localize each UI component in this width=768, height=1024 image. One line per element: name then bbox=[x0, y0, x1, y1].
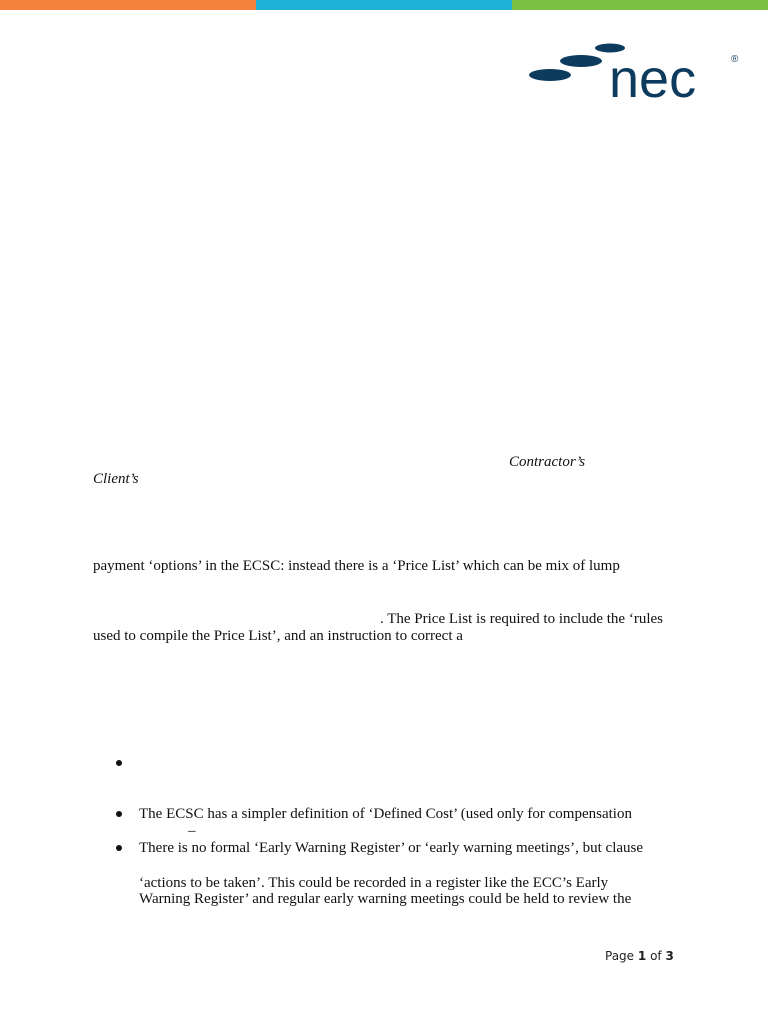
logo-swoosh-middle bbox=[560, 55, 602, 67]
paragraph-price-list-line2: used to compile the Price List’, and an instruction to correct a bbox=[93, 628, 463, 644]
client-term: Client’s bbox=[93, 471, 139, 487]
brand-bar-blue bbox=[256, 0, 512, 10]
page-label: Page bbox=[605, 949, 635, 963]
early-warning-continuation-line2: Warning Register’ and regular early warning meetings could be held to review the bbox=[139, 891, 632, 907]
page-number-footer bbox=[605, 949, 674, 963]
paragraph-payment-options: payment ‘options’ in the ECSC: instead there is a ‘Price List’ which can be mix of lump bbox=[93, 558, 620, 574]
brand-color-bar bbox=[0, 0, 768, 10]
dash-mark: – bbox=[188, 823, 196, 839]
registered-mark: ® bbox=[731, 54, 739, 65]
current-page-number: 1 bbox=[637, 949, 647, 963]
early-warning-continuation-line1: ‘actions to be taken’. This could be recorded in a register like the ECC’s Early bbox=[139, 875, 609, 891]
total-pages-number: 3 bbox=[665, 949, 674, 963]
nec-logo bbox=[526, 40, 742, 104]
logo-swoosh-left bbox=[529, 69, 571, 81]
bullet-dot bbox=[116, 760, 122, 766]
bullet-early-warning: There is no formal ‘Early Warning Register’ or ‘early warning meetings’, but clause bbox=[139, 840, 644, 856]
bullet-dot bbox=[116, 845, 122, 851]
paragraph-price-list-line1: . The Price List is required to include the ‘rules bbox=[380, 611, 663, 627]
bullet-defined-cost: The ECSC has a simpler definition of ‘Defined Cost’ (used only for compensation bbox=[139, 806, 632, 822]
of-label: of bbox=[650, 949, 662, 963]
brand-bar-orange bbox=[0, 0, 256, 10]
brand-bar-green bbox=[512, 0, 768, 10]
contractor-term: Contractor’s bbox=[509, 454, 586, 470]
logo-wordmark: nec bbox=[609, 49, 697, 104]
bullet-dot bbox=[116, 811, 122, 817]
